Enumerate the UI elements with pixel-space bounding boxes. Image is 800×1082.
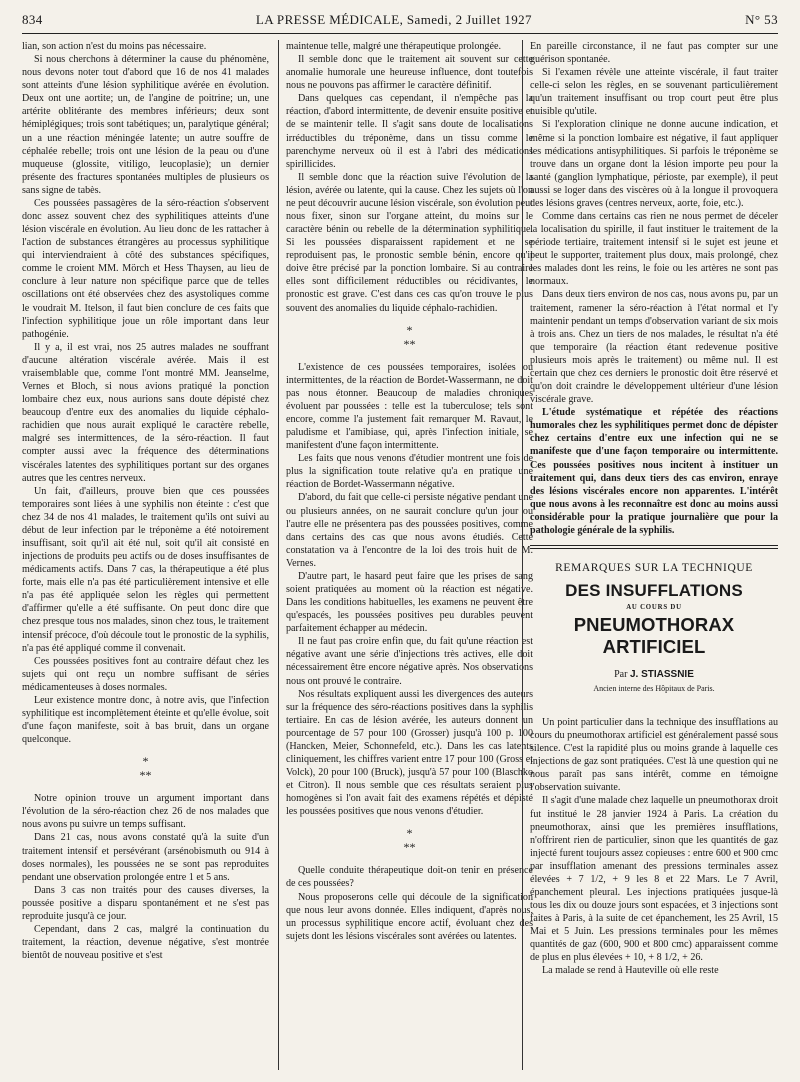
paragraph: lian, son action n'est du moins pas nécessaire.	[22, 41, 207, 52]
paragraph: D'autre part, le hasard peut faire que les prises de sang soient pratiquées au moment où la réaction est négative. Dans les conditions habituelles, les examens ne peuvent être qu'espacés, les poussées positives peu durables peuvent parfaitement échapper au médecin.	[286, 570, 533, 635]
paragraph: Quelle conduite thérapeutique doit-on tenir en présence de ces poussées?	[286, 865, 533, 890]
paragraph: Si l'exploration clinique ne donne aucune indication, et même si la ponction lombaire est négative, il faut appliquer les médications antisyphilitiques. Si parfois le tréponème se trouve dans un organe dont la lésion importe peu pour la santé (ganglion lymphatique, périoste, par exemple), il peut aussi se loger dans des viscères où à la longue il provoquera des lésions graves (centres nerveux, aorte, foie, etc.).	[530, 119, 778, 209]
page-number: 834	[22, 12, 43, 27]
author-name: J. STIASSNIE	[629, 668, 694, 680]
column-divider	[278, 40, 279, 1070]
column-2	[286, 40, 533, 1070]
article-body	[530, 716, 778, 978]
paragraph: Dans quelques cas cependant, il n'empêche pas la réaction, d'abord intermittente, de devenir ensuite positive et de se maintenir telle. Il s'agit sans doute de localisations irréductibles du tréponème, dans un tissu comme le parenchyme nerveux où il est à l'abri des médications spirillicides.	[286, 93, 533, 170]
column-3	[530, 40, 778, 1070]
article-kicker: REMARQUES SUR LA TECHNIQUE	[555, 561, 753, 574]
section-asterism: * **	[403, 826, 416, 855]
section-asterism: * **	[139, 754, 152, 783]
paragraph: Il y a, il est vrai, nos 25 autres malades ne souffrant d'aucune altération viscérale avérée. Mais il est vraisemblable que, comme l'ont montré MM. Jeanselme, Vernes et Bloch, si nous avions pratiqué la ponction lombaire chez eux, nous aurions sans doute dépisté chez beaucoup d'entre eux des anomalies du liquide céphalo-rachidien que nous aurait expliqué le caractère rebelle, malgré ses intermittences, de la séro-réaction. Il faut compter aussi avec la fréquence des déterminations viscérales latentes des syphilitiques portant sur des organes autres que les centres nerveux.	[22, 341, 269, 484]
paragraph: Les faits que nous venons d'étudier montrent une fois de plus la signification toute relative qu'a en pratique une réaction de Bordet-Wassermann négative.	[286, 453, 533, 491]
paragraph: Ces poussées passagères de la séro-réaction s'observent donc assez souvent chez des syphilitiques atteints d'une lésion viscérale en évolution. Au lieu donc de les rattacher à l'action de substances étrangères au processus syphilitique qui interviendraient à côté des substances spécifiques, comme le croient MM. Mörch et Hess Thaysen, au lieu de conclure à leur nature non spécifique parce que de telles oscillations ont été observées chez des asystoliques comme le voudrait M. Itelson, il faut bien conclure de ces faits que l'infection syphilitique joue un rôle important dans leur pathogénie.	[22, 197, 269, 340]
paragraph: Comme dans certains cas rien ne nous permet de déceler la localisation du spirille, il faut instituer le traitement de la période tertiaire, traitement intensif si le sujet est jeune et peut le supporter, traitement plus doux, mais prolongé, chez les malades dont les reins, le foie ou les artères ne sont pas normaux.	[530, 211, 778, 288]
paragraph: maintenue telle, malgré une thérapeutique prolongée.	[286, 41, 501, 52]
paragraph: Il s'agit d'une malade chez laquelle un pneumothorax droit fut institué le 28 janvier 1924 à Paris. La création du pneumothorax, ainsi que les premières insufflations, n'offrirent rien de particulier, sinon que les quantités de gaz injecté furent toujours assez copieuses : entre 600 et 900 cmc par insufflation amenant des pressions terminales assez élevées + 7 1/2, + 9 les 8 et 22 Mars. Le 7 Avril, épanchement pleural. Les injections pratiquées jusque-là tous les dix ou douze jours sont espacées, et 3 injections sont faites à Paris, à la suite de cet épanchement, les 25 Avril, 15 Mai et 5 Juin. Les pressions terminales pour les mêmes quantités de gaz (600, 900 et 800 cmc) apparaissent comme de plus en plus élevées + 10, + 8 1/2, + 26.	[530, 795, 778, 964]
paragraph: Cependant, dans 2 cas, malgré la continuation du traitement, la réaction, devenue négative, s'est montrée bientôt de nouveau positive et s'est	[22, 924, 269, 962]
author-affiliation: Ancien interne des Hôpitaux de Paris.	[593, 683, 715, 693]
column-1	[22, 40, 269, 1070]
paragraph: Si nous cherchons à déterminer la cause du phénomène, nous devons noter tout d'abord que 16 de nos 41 malades sont atteints d'une lésion syphilitique avérée en évolution. Deux ont une aortite; un, de l'angine de poitrine; un, une artérite oblitérante des membres inférieurs; deux sont hémiplégiques; trois sont tabétiques; un, paralytique général; un a une réaction méningée latente; un autre souffre de céphalée rebelle; trois ont une lésion de la peau ou d'une muqueuse (glossite, vitiligo, leucoplasie); un dernier présente des fractures spontanées multiples de plusieurs os sans signe de tabès.	[22, 54, 269, 196]
paragraph: Notre opinion trouve un argument important dans l'évolution de la séro-réaction chez 26 de nos malades que nous avons pu suivre un temps suffisant.	[22, 793, 269, 831]
article-title-connector: AU COURS DU	[626, 603, 682, 611]
column-3-continuation	[530, 40, 778, 537]
article-title: DES INSUFFLATIONS	[565, 580, 743, 600]
paragraph: L'existence de ces poussées temporaires, isolées ou intermittentes, de la réaction de Bordet-Wassermann, ne doit pas nous étonner. Beaucoup de maladies chroniques évoluent par poussées : telle est la tuberculose; tels sont encore, comme l'a justement fait remarquer M. Ravaut, le paludisme et l'amibiase, qui, après l'infection initiale, se manifestent d'une façon intermittente.	[286, 361, 533, 452]
paragraph: Il semble donc que le traitement ait souvent sur cette anomalie humorale une heureuse influence, dont toutefois nous ne pouvons pas affirmer le caractère définitif.	[286, 54, 533, 92]
paragraph: Nos résultats expliquent aussi les divergences des auteurs sur la fréquence des séro-réactions positives dans la syphilis tertiaire. En cas de lésion avérée, les auteurs donnent un pourcentage de 57 pour 100 (Grosser) jusqu'à 100 p. 100 (Hancken, Meier, Schonnefeld, etc.). Dans les cas latents cliniquement, les chiffres varient entre 17 pour 100 (Gross et Volck), 20 pour 100 (Bruck), jusqu'à 57 pour 100 (Blaschko et Citron). Il nous semble que ces résultats seraient plus homogènes si l'on avait fait des examens répétés et dépisté les poussées positives que nous venons d'étudier.	[286, 688, 533, 818]
paragraph: Il ne faut pas croire enfin que, du fait qu'une réaction est négative avant une série d'injections très actives, elle doit nécessairement être encore négative après. Nos observations nous ont prouvé le contraire.	[286, 636, 533, 687]
paragraph: Dans 3 cas non traités pour des causes diverses, la poussée positive a disparu spontanément et ne s'est pas reproduite jusqu'à ce jour.	[22, 884, 269, 922]
section-asterism: * **	[403, 322, 416, 351]
article-separator	[530, 545, 778, 549]
article-title-second: PNEUMOTHORAX ARTIFICIEL	[573, 613, 735, 657]
paragraph: Ces poussées positives font au contraire défaut chez les sujets qui ont reçu un nombre suffisant de séries médicamenteuses à doses normales.	[22, 655, 269, 693]
journal-title: LA PRESSE MÉDICALE, Samedi, 2 Juillet 1927	[255, 12, 532, 27]
paragraph: Un fait, d'ailleurs, prouve bien que ces poussées temporaires sont liées à une syphilis non éteinte : c'est que chez 34 de nos 41 malades, le traitement qu'ils ont suivi au début de leur infection par le tréponème a été notoirement insuffisant, soit qu'il ait été nul, soit qu'il ait consisté en injections de produits peu actifs ou de doses insuffisantes de médicaments actifs. Dans 7 cas, la thérapeutique a été plus forte, mais elle n'a pas été particulièrement intensive et elle n'a pas été appliquée selon les règles qui permettent d'affirmer qu'elle a été suffisante. On peut donc dire que chez presque tous nos malades, sinon chez tous, le traitement intensif précoce, d'où découle tout le pronostic de la syphilis, n'a pas été appliqué comme il convenait.	[22, 485, 269, 654]
byline-prefix: Par	[614, 668, 628, 680]
paragraph: Dans 21 cas, nous avons constaté qu'à la suite d'un traitement intensif et persévérant (arsénobismuth ou 914 à doses normales), les poussées ne se sont pas reproduites pendant une observation prolongée entre 1 et 5 ans.	[22, 832, 269, 883]
issue-number: N° 53	[745, 12, 778, 27]
paragraph: D'abord, du fait que celle-ci persiste négative pendant une ou plusieurs années, on ne saurait conclure qu'un jour ou l'autre elle ne présentera pas des poussées positives, comme dans certains des cas que nous avons étudiés. Cette constatation va à l'encontre de la loi des trois huit de M. Vernes.	[286, 492, 533, 569]
paragraph: L'étude systématique et répétée des réactions humorales chez les syphilitiques permet donc de dépister chez certains d'entre eux une infection qui ne se manifeste que d'une façon temporaire ou intermittente. Ces poussées positives nous incitent à instituer un traitement qui, dans deux tiers des cas environ, enraye des lésions viscérales encore non apparentes. L'intérêt que nous avons à les reconnaître est donc au moins aussi considérable pour la pratique journalière que pour la pathologie générale de la syphilis.	[530, 407, 778, 536]
paragraph: Dans deux tiers environ de nos cas, nous avons pu, par un traitement, ramener la séro-réaction à l'état normal et l'y maintenir pendant un temps d'observation variant de six mois à trois ans. Chez un tiers de nos malades, le résultat n'a été que temporaire (la réaction étant redevenue positive plusieurs mois après le traitement) ou même nul. Il est certain que chez ces derniers le pronostic doit être réservé et qu'on doit craindre le développement ultérieur d'une lésion viscérale grave.	[530, 289, 778, 406]
paragraph: Leur existence montre donc, à notre avis, que l'infection syphilitique est incomplètement éteinte et qu'elle évolue, soit d'une façon manifeste, soit à bas bruit, dans un organe quelconque.	[22, 694, 269, 746]
article-byline	[530, 668, 778, 681]
paragraph: Il semble donc que la réaction suive l'évolution de la lésion, avérée ou latente, qui la cause. Chez les sujets où l'on ne peut découvrir aucune lésion viscérale, son évolution peut nous fixer, sinon sur l'organe atteint, du moins sur le caractère bénin ou rebelle de la détermination syphilitique. Si les poussées disparaissent rapidement et ne se reproduisent pas, le pronostic semble bénin, encore qu'il doive être précisé par la ponction lombaire. Si au contraire elles sont difficilement réductibles ou récidivantes, le pronostic est grave. C'est dans ces cas qu'on trouve le plus souvent des anomalies du liquide céphalo-rachidien.	[286, 171, 533, 314]
paragraph: En pareille circonstance, il ne faut pas compter sur une guérison spontanée.	[530, 41, 778, 66]
paragraph: Un point particulier dans la technique des insufflations au cours du pneumothorax artificiel est généralement passé sous silence. C'est la rapidité plus ou moins grande à laquelle ces injections de gaz sont pratiquées. C'est là une question qui ne nous paraît pas sans intérêt, comme en témoigne l'observation suivante.	[530, 716, 778, 794]
paragraph: La malade se rend à Hauteville où elle reste	[542, 965, 719, 977]
paragraph: Si l'examen révèle une atteinte viscérale, il faut traiter celle-ci selon les règles, en se souvenant particulièrement qu'un traitement insuffisant ou trop court peut être plus nuisible qu'utile.	[530, 67, 778, 118]
header-rule	[22, 33, 778, 34]
paragraph: Nous proposerons celle qui découle de la signification que nous leur avons donnée. Elles indiquent, d'après nous, un processus syphilitique encore actif, évoluant chez des sujets dont les lésions viscérales sont avérées ou latentes.	[286, 891, 533, 942]
column-divider	[522, 40, 523, 1070]
